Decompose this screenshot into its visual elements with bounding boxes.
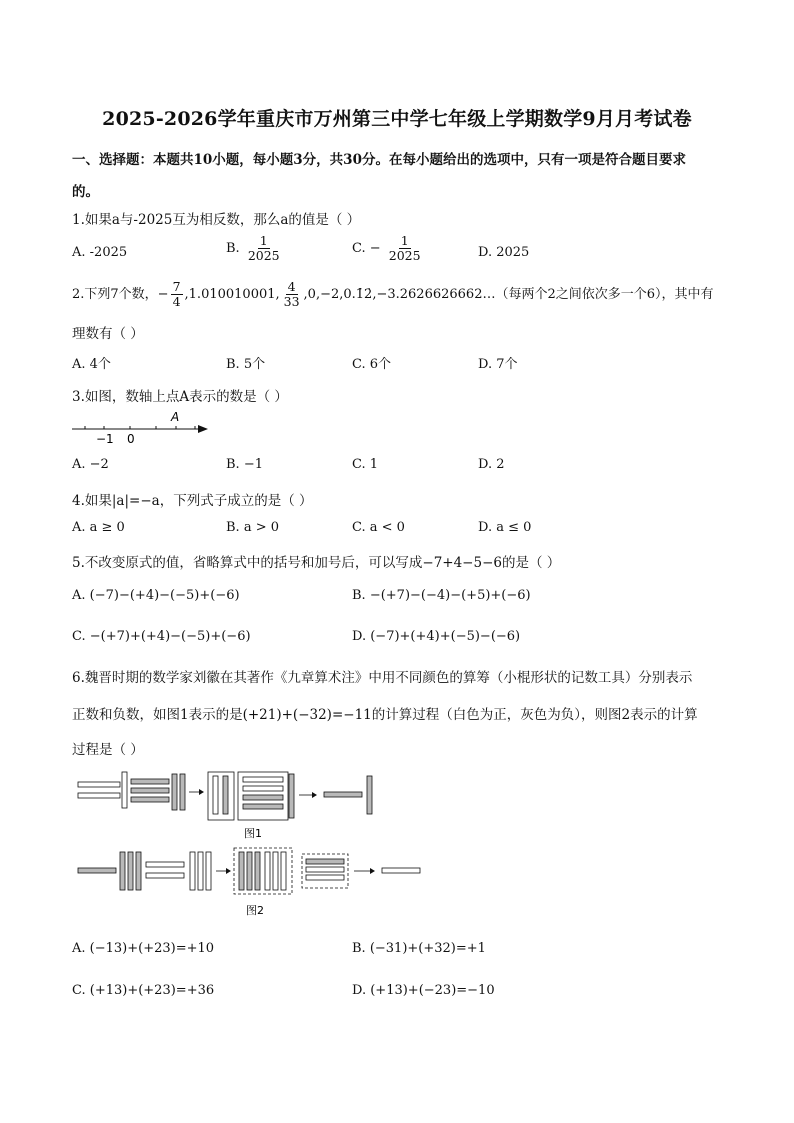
gray-rod bbox=[243, 804, 283, 809]
q2-option-a: A. 4个 bbox=[72, 357, 111, 372]
white-rod bbox=[78, 782, 120, 787]
gray-rod bbox=[172, 774, 177, 810]
section-heading: 一、选择题：本题共10小题，每小题3分，共30分。在每小题给出的选项中，只有一项是符合题目要求 bbox=[72, 152, 686, 168]
q5-option-d: D. (−7)+(+4)+(−5)−(−6) bbox=[352, 629, 521, 644]
white-rod bbox=[146, 873, 184, 878]
q1-stem: 1.如果a与-2025互为相反数，那么a的值是（ ） bbox=[72, 212, 361, 228]
figure-2-counting-rods bbox=[74, 846, 434, 920]
q6-stem: 6.魏晋时期的数学家刘徽在其著作《九章算术注》中用不同颜色的算筹（小棍形状的记数工具）分别表示 bbox=[72, 670, 693, 686]
q6-option-b: B. (−31)+(+32)=+1 bbox=[352, 941, 486, 956]
gray-rod bbox=[131, 797, 169, 802]
number-line-figure bbox=[70, 408, 215, 446]
white-rod bbox=[206, 852, 211, 890]
gray-rod bbox=[243, 795, 283, 800]
arrow-icon bbox=[198, 425, 208, 433]
q6-stem-cont-2: 过程是（ ） bbox=[72, 742, 144, 758]
gray-rod bbox=[306, 859, 344, 864]
q6-stem-cont: 正数和负数，如图1表示的是(+21)+(−32)=−11的计算过程（白色为正，灰色为负），则图2表示的计算 bbox=[72, 707, 698, 723]
q2-option-c: C. 6个 bbox=[352, 357, 392, 372]
q4-option-a: A. a ≥ 0 bbox=[72, 520, 125, 535]
q2-stem: 2.下列7个数，− $\frac{7}{4}$ ,1.010010001, $\frac{4}{33}$ ,0,−2,0.1̇2̇,−3.2626626662…（每两个2之间依次多一个6），其中有 bbox=[72, 279, 714, 309]
q5-option-b: B. −(+7)−(−4)−(+5)+(−6) bbox=[352, 588, 531, 603]
white-rod bbox=[198, 852, 203, 890]
q6-option-a: A. (−13)+(+23)=+10 bbox=[72, 941, 215, 956]
gray-rod bbox=[128, 852, 133, 890]
figure-1-caption: 图1 bbox=[244, 827, 262, 840]
gray-rod bbox=[289, 774, 294, 818]
q2-option-d: D. 7个 bbox=[478, 357, 518, 372]
arrow-icon bbox=[199, 789, 204, 795]
gray-rod bbox=[131, 779, 169, 784]
q3-option-b: B. −1 bbox=[226, 457, 263, 472]
white-rod bbox=[78, 793, 120, 798]
gray-rod bbox=[120, 852, 125, 890]
white-rod bbox=[273, 852, 278, 890]
white-rod bbox=[122, 772, 127, 808]
white-rod bbox=[213, 776, 218, 814]
q1-option-a: A. -2025 bbox=[72, 245, 128, 260]
white-rod bbox=[306, 875, 344, 880]
q3-option-d: D. 2 bbox=[478, 457, 505, 472]
gray-rod bbox=[247, 852, 252, 890]
q1-option-d: D. 2025 bbox=[478, 245, 530, 260]
white-rod bbox=[306, 867, 344, 872]
point-a-label: A bbox=[171, 410, 180, 424]
section-heading-cont: 的。 bbox=[72, 184, 99, 200]
q5-option-c: C. −(+7)+(+4)−(−5)+(−6) bbox=[72, 629, 251, 644]
fraction: $\frac{7}{4}$ bbox=[172, 279, 181, 309]
gray-rod bbox=[136, 852, 141, 890]
white-rod bbox=[265, 852, 270, 890]
arrow-icon bbox=[226, 868, 231, 874]
exam-title: 2025-2026学年重庆市万州第三中学七年级上学期数学9月月考试卷 bbox=[102, 108, 692, 130]
gray-rod bbox=[180, 774, 185, 810]
figure-2-caption: 图2 bbox=[246, 904, 264, 917]
q5-stem: 5.不改变原式的值，省略算式中的括号和加号后，可以写成−7+4−5−6的是（ ） bbox=[72, 555, 561, 571]
gray-rod bbox=[131, 788, 169, 793]
gray-rod bbox=[239, 852, 244, 890]
white-rod bbox=[146, 862, 184, 867]
white-rod bbox=[382, 868, 420, 873]
white-rod bbox=[243, 786, 283, 791]
fraction: $\frac{1}{2025}$ bbox=[247, 233, 280, 263]
gray-rod bbox=[255, 852, 260, 890]
q1-option-c: C. − $\frac{1}{2025}$ bbox=[352, 233, 421, 263]
gray-rod bbox=[367, 776, 372, 814]
cancel-box bbox=[208, 772, 234, 820]
arrow-icon bbox=[312, 792, 317, 798]
tick-label-zero: 0 bbox=[127, 432, 135, 446]
q2-stem-cont: 理数有（ ） bbox=[72, 326, 144, 342]
fraction: $\frac{1}{2025}$ bbox=[388, 233, 421, 263]
q4-option-c: C. a < 0 bbox=[352, 520, 405, 535]
q4-option-b: B. a > 0 bbox=[226, 520, 279, 535]
q4-stem: 4.如果|a|=−a，下列式子成立的是（ ） bbox=[72, 493, 313, 509]
q2-option-b: B. 5个 bbox=[226, 357, 266, 372]
q3-stem: 3.如图，数轴上点A表示的数是（ ） bbox=[72, 389, 288, 405]
white-rod bbox=[281, 852, 286, 890]
arrow-icon bbox=[370, 868, 375, 874]
q5-option-a: A. (−7)−(+4)−(−5)+(−6) bbox=[72, 588, 240, 603]
white-rod bbox=[190, 852, 195, 890]
fraction: $\frac{4}{33}$ bbox=[283, 279, 300, 309]
q1-option-b: B. $\frac{1}{2025}$ bbox=[226, 233, 280, 263]
q3-option-c: C. 1 bbox=[352, 457, 379, 472]
q3-option-a: A. −2 bbox=[72, 457, 109, 472]
tick-label-minus-one: −1 bbox=[96, 432, 114, 446]
figure-1-counting-rods bbox=[74, 770, 394, 842]
q6-option-c: C. (+13)+(+23)=+36 bbox=[72, 983, 215, 998]
white-rod bbox=[243, 777, 283, 782]
q6-option-d: D. (+13)+(−23)=−10 bbox=[352, 983, 495, 998]
gray-rod bbox=[223, 776, 228, 814]
gray-rod bbox=[324, 792, 362, 797]
gray-rod bbox=[78, 868, 116, 873]
q4-option-d: D. a ≤ 0 bbox=[478, 520, 532, 535]
